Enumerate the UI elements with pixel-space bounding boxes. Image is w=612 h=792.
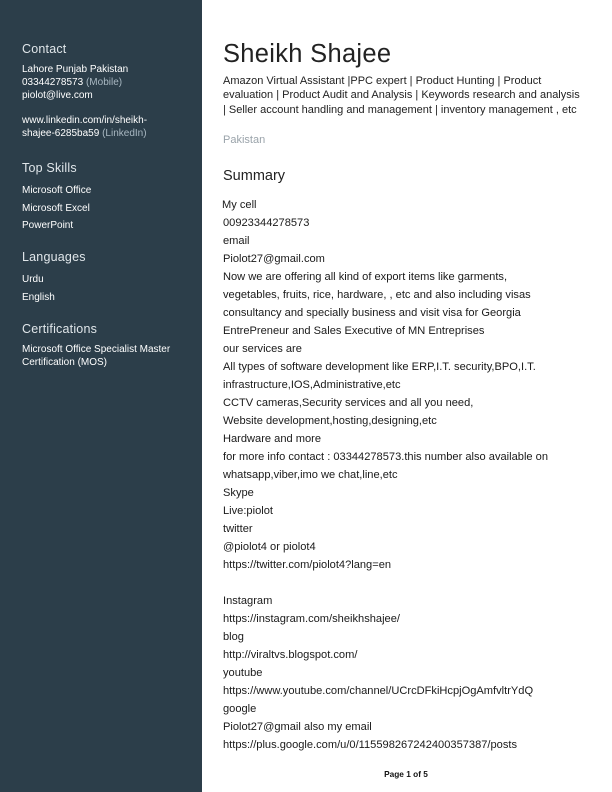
summary-line: My cell xyxy=(222,199,257,211)
summary-link[interactable]: https://instagram.com/sheikhshajee/ xyxy=(223,613,400,625)
certifications-section xyxy=(22,322,190,369)
page-number: Page 1 of 5 xyxy=(384,769,428,779)
main-content xyxy=(223,0,589,792)
sidebar xyxy=(0,0,202,792)
summary-line: our services are xyxy=(223,343,302,355)
summary-line: blog xyxy=(223,631,244,643)
skill-item: Microsoft Office xyxy=(22,185,92,196)
summary-line: Live:piolot xyxy=(223,505,273,517)
contact-section xyxy=(22,42,190,140)
summary-line: infrastructure,IOS,Administrative,etc xyxy=(223,379,401,391)
linkedin-url-part2[interactable]: shajee-6285ba59 xyxy=(22,128,100,139)
contact-phone xyxy=(22,76,190,89)
linkedin-type: (LinkedIn) xyxy=(102,128,147,139)
phone-type: (Mobile) xyxy=(85,77,123,88)
linkedin-url-line2[interactable] xyxy=(22,127,190,140)
contact-email[interactable]: piolot@live.com xyxy=(22,90,93,101)
certification-line1: Microsoft Office Specialist Master xyxy=(22,344,171,355)
summary-line: Now we are offering all kind of export items like garments, xyxy=(223,271,508,283)
skill-item: Microsoft Excel xyxy=(22,202,90,214)
summary-text xyxy=(223,196,589,754)
summary-blank-line xyxy=(223,574,589,592)
summary-heading: Summary xyxy=(223,168,286,184)
language-item: English xyxy=(22,291,55,303)
summary-line: vegetables, fruits, rice, hardware, , etc and also including visas xyxy=(223,289,531,301)
profile-headline: Amazon Virtual Assistant |PPC expert | Product Hunting | Product evaluation | Product Audit and Analysis | Keywords research and analysis | Seller account handling and management | inventory management , etc xyxy=(223,75,580,116)
languages-section xyxy=(22,250,190,306)
phone-number: 03344278573 xyxy=(22,77,84,88)
summary-line: whatsapp,viber,imo we chat,line,etc xyxy=(223,469,398,481)
certifications-heading: Certifications xyxy=(22,322,98,336)
summary-line: @piolot4 or piolot4 xyxy=(223,541,316,553)
summary-line: Website development,hosting,designing,etc xyxy=(223,415,437,427)
summary-line: EntrePreneur and Sales Executive of MN Entreprises xyxy=(223,325,485,337)
languages-heading: Languages xyxy=(22,250,86,264)
top-skills-heading: Top Skills xyxy=(22,161,77,175)
summary-line: Piolot27@gmail.com xyxy=(223,253,325,265)
summary-link[interactable]: https://twitter.com/piolot4?lang=en xyxy=(223,559,392,571)
summary-line: CCTV cameras,Security services and all you need, xyxy=(223,397,474,409)
summary-line: for more info contact : 03344278573.this number also available on xyxy=(223,451,549,463)
profile-name: Sheikh Shajee xyxy=(223,40,392,68)
summary-link[interactable]: https://www.youtube.com/channel/UCrcDFkiHcpjOgAmfvltrYdQ xyxy=(223,685,534,697)
summary-line: email xyxy=(223,235,250,247)
summary-line: twitter xyxy=(223,523,253,535)
contact-address: Lahore Punjab Pakistan xyxy=(22,64,129,75)
summary-line: All types of software development like ERP,I.T. security,BPO,I.T. xyxy=(223,361,536,373)
summary-line: google xyxy=(223,703,257,715)
language-item: Urdu xyxy=(22,274,44,285)
summary-line: Hardware and more xyxy=(223,433,322,445)
summary-line: Piolot27@gmail also my email xyxy=(223,721,372,733)
summary-link[interactable]: http://viraltvs.blogspot.com/ xyxy=(223,649,358,661)
summary-line: youtube xyxy=(223,667,263,679)
top-skills-section xyxy=(22,161,190,235)
linkedin-url-line1[interactable]: www.linkedin.com/in/sheikh- xyxy=(22,115,148,126)
profile-location: Pakistan xyxy=(223,134,266,146)
skill-item: PowerPoint xyxy=(22,220,74,231)
summary-link[interactable]: https://plus.google.com/u/0/115598267242400357387/posts xyxy=(223,739,518,751)
summary-line: 00923344278573 xyxy=(223,217,310,229)
summary-line: consultancy and specially business and visit visa for Georgia xyxy=(223,307,521,319)
summary-line: Instagram xyxy=(223,595,273,607)
contact-heading: Contact xyxy=(22,42,67,56)
certification-line2: Certification (MOS) xyxy=(22,357,108,368)
summary-line: Skype xyxy=(223,487,254,499)
